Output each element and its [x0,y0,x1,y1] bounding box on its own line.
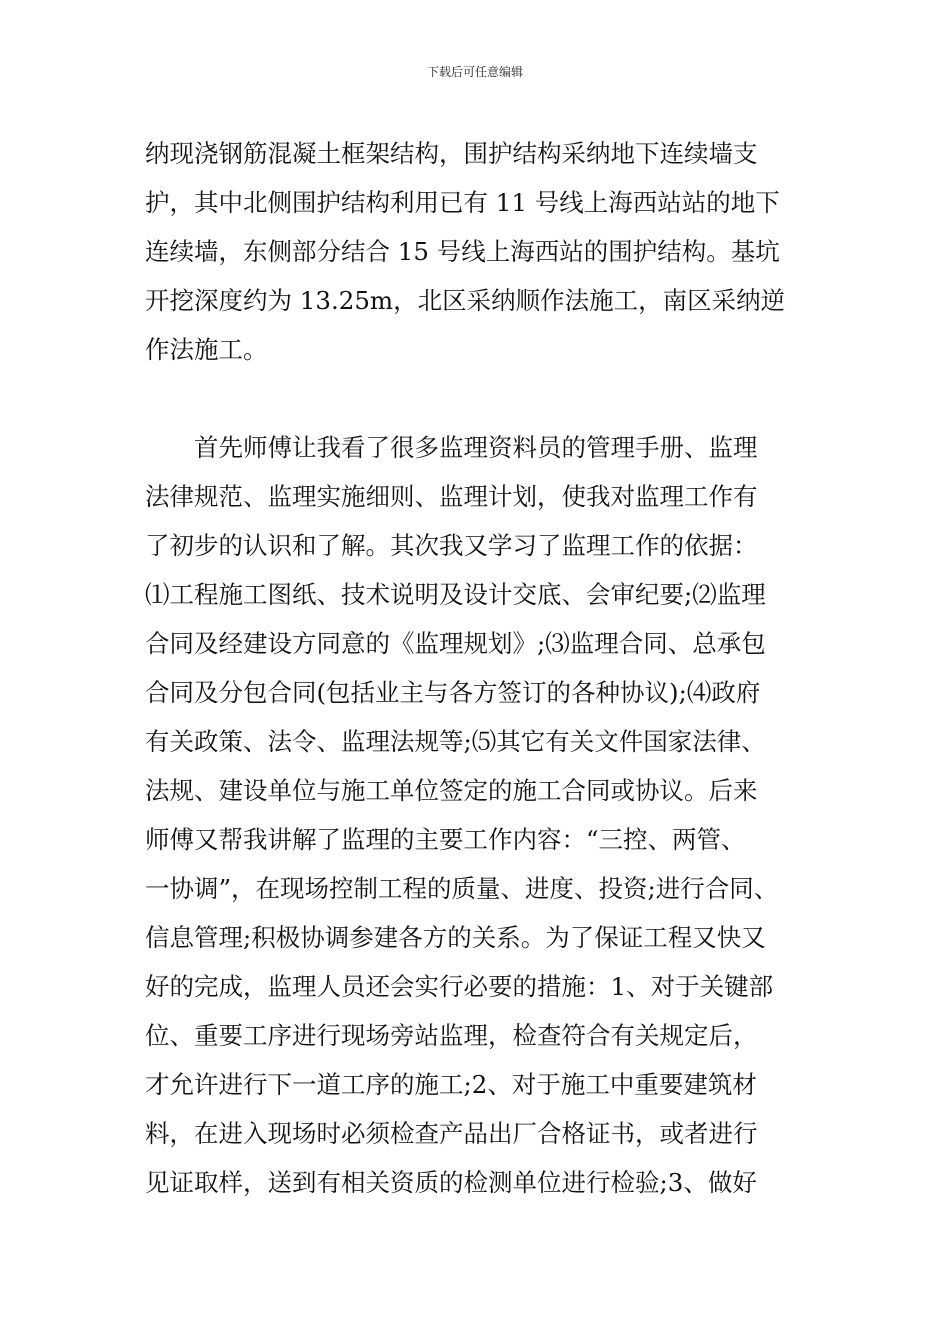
paragraph-1 [145,129,825,374]
text-line: 有关政策、法令、监理法规等;⑸其它有关文件国家法律、 [145,727,766,756]
text-line: 作法施工。 [145,335,268,364]
text-line: 法规、建设单位与施工单位签定的施工合同或协议。后来 [145,776,758,805]
text-line: 连续墙，东侧部分结合 15 号线上海西站的围护结构。基坑 [145,237,780,266]
text-line: 见证取样，送到有相关资质的检测单位进行检验;3、做好 [145,1168,757,1197]
text-line: 开挖深度约为 13.25m，北区采纳顺作法施工，南区采纳逆 [145,286,786,315]
text-line: 法律规范、监理实施细则、监理计划，使我对监理工作有 [145,482,758,511]
text-line: 信息管理;积极协调参建各方的关系。为了保证工程又快又 [145,923,766,952]
text-line: 位、重要工序进行现场旁站监理，检查符合有关规定后， [145,1021,758,1050]
text-line: 了初步的认识和了解。其次我又学习了监理工作的依据： [145,531,758,560]
text-line: 纳现浇钢筋混凝土框架结构，围护结构采纳地下连续墙支 [145,139,758,168]
paragraph-2 [145,423,825,1207]
text-line: 好的完成，监理人员还会实行必要的措施：1、对于关键部 [145,972,774,1001]
text-line: 一协调”，在现场控制工程的质量、进度、投资;进行合同、 [145,874,779,903]
text-line: 才允许进行下一道工序的施工;2、对于施工中重要建筑材 [145,1070,757,1099]
text-line: 首先师傅让我看了很多监理资料员的管理手册、监理 [145,433,758,462]
text-line: 合同及分包合同(包括业主与各方签订的各种协议);⑷政府 [145,678,761,707]
text-line: 合同及经建设方同意的《监理规划》;⑶监理合同、总承包 [145,629,766,658]
page-header: 下载后可任意编辑 [426,65,523,79]
text-line: 护，其中北侧围护结构利用已有 11 号线上海西站站的地下 [145,188,780,217]
document-body [145,129,825,1207]
text-line: ⑴工程施工图纸、技术说明及设计交底、会审纪要;⑵监理 [145,580,766,609]
text-line: 料，在进入现场时必须检查产品出厂合格证书，或者进行 [145,1119,758,1148]
paragraph-spacer [145,374,825,423]
text-line: 师傅又帮我讲解了监理的主要工作内容：“三控、两管、 [145,825,746,854]
